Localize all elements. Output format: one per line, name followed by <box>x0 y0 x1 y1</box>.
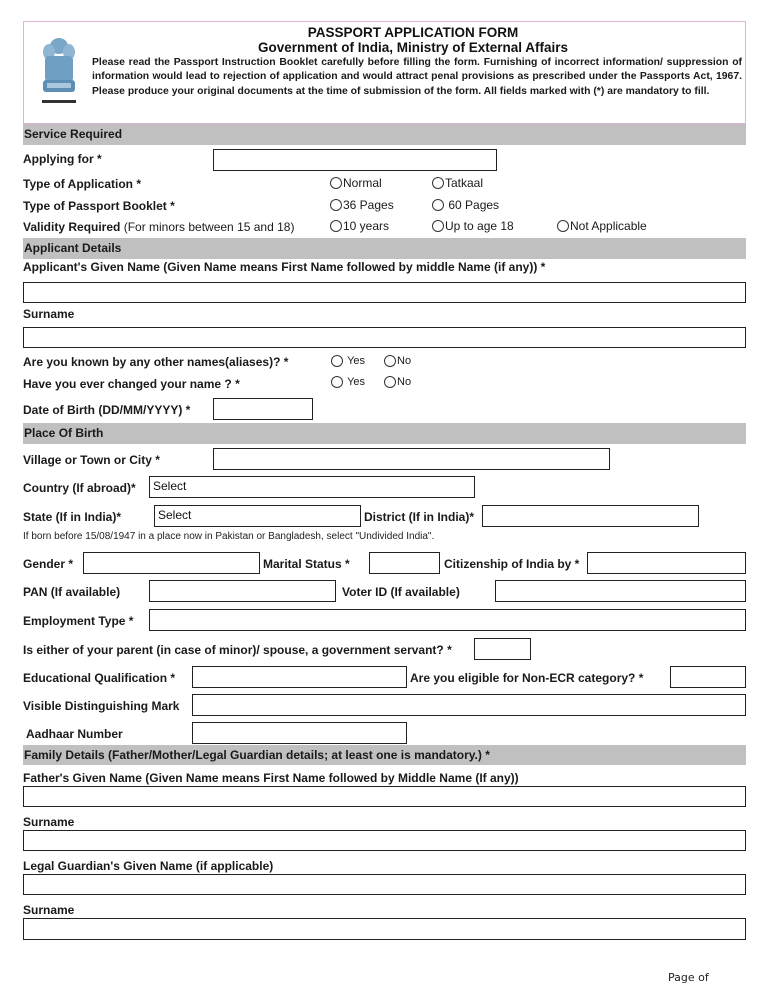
district-label: District (If in India)* <box>364 510 475 524</box>
radio-circle-icon <box>331 355 343 367</box>
father-surname-label: Surname <box>23 815 75 829</box>
radio-tatkaal[interactable]: Tatkaal <box>432 176 483 190</box>
voter-id-input[interactable] <box>495 580 746 602</box>
instructions-text: Please read the Passport Instruction Booklet carefully before filling the form. Furnishing of incorrect information/ suppression of information would lead to rejection of application and would attract penal provisions as prescribed under the Passports Act, 1967. Please produce your original documents at the time of submission of the form. All fields marked with (*) are mandatory to fill. <box>92 57 742 97</box>
distinguishing-mark-label: Visible Distinguishing Mark <box>23 699 180 713</box>
education-input[interactable] <box>192 666 407 688</box>
dob-input[interactable] <box>213 398 313 420</box>
father-surname-input[interactable] <box>23 830 746 851</box>
applying-for-label: Applying for * <box>23 152 102 166</box>
radio-circle-icon <box>331 376 343 388</box>
national-emblem-icon <box>36 32 82 110</box>
pan-label: PAN (If available) <box>23 585 121 599</box>
surname-label: Surname <box>23 307 75 321</box>
employment-type-label: Employment Type * <box>23 614 134 628</box>
undivided-india-note: If born before 15/08/1947 in a place now in Pakistan or Bangladesh, select "Undivided India". <box>23 531 435 542</box>
marital-status-label: Marital Status * <box>263 557 350 571</box>
voter-id-label: Voter ID (If available) <box>342 585 460 599</box>
state-label: State (If in India)* <box>23 510 122 524</box>
radio-circle-icon <box>330 220 342 232</box>
booklet-label: Type of Passport Booklet * <box>23 199 175 213</box>
city-input[interactable] <box>213 448 610 470</box>
gender-input[interactable] <box>83 552 260 574</box>
guardian-surname-input[interactable] <box>23 918 746 940</box>
applying-for-input[interactable] <box>213 149 497 171</box>
section-applicant-details: Applicant Details <box>23 238 746 259</box>
father-given-name-label: Father's Given Name (Given Name means First Name followed by Middle Name (If any)) <box>23 771 519 785</box>
radio-circle-icon <box>432 199 444 211</box>
dob-label: Date of Birth (DD/MM/YYYY) * <box>23 403 191 417</box>
aliases-label: Are you known by any other names(aliases)? * <box>23 355 289 369</box>
radio-circle-icon <box>384 376 396 388</box>
validity-label: Validity Required (For minors between 15 and 18) <box>23 220 295 234</box>
radio-circle-icon <box>384 355 396 367</box>
education-label: Educational Qualification * <box>23 671 176 685</box>
type-of-application-label: Type of Application * <box>23 177 142 191</box>
district-input[interactable] <box>482 505 699 527</box>
radio-changed-name-yes[interactable]: Yes <box>331 376 365 388</box>
gov-servant-input[interactable] <box>474 638 531 660</box>
radio-circle-icon <box>330 177 342 189</box>
radio-circle-icon <box>330 199 342 211</box>
state-select[interactable]: Select <box>154 505 361 527</box>
radio-aliases-yes[interactable]: Yes <box>331 355 365 367</box>
citizenship-input[interactable] <box>587 552 746 574</box>
form-subtitle: Government of India, Ministry of External Affairs <box>257 40 569 55</box>
pan-input[interactable] <box>149 580 336 602</box>
aadhaar-input[interactable] <box>192 722 407 744</box>
page-number: Page of <box>668 971 709 984</box>
radio-circle-icon <box>432 177 444 189</box>
radio-not-applicable[interactable]: Not Applicable <box>557 219 647 233</box>
gov-servant-label: Is either of your parent (in case of minor)/ spouse, a government servant? * <box>23 643 452 657</box>
guardian-given-name-label: Legal Guardian's Given Name (if applicable) <box>23 859 274 873</box>
non-ecr-label: Are you eligible for Non-ECR category? * <box>410 671 644 685</box>
father-given-name-input[interactable] <box>23 786 746 807</box>
radio-10-years[interactable]: 10 years <box>330 219 389 233</box>
aadhaar-label: Aadhaar Number <box>26 727 123 741</box>
changed-name-label: Have you ever changed your name ? * <box>23 377 240 391</box>
distinguishing-mark-input[interactable] <box>192 694 746 716</box>
radio-60-pages[interactable]: 60 Pages <box>432 198 499 212</box>
section-service-required: Service Required <box>23 124 746 145</box>
section-family-details: Family Details (Father/Mother/Legal Guardian details; at least one is mandatory.) * <box>23 745 746 765</box>
radio-normal[interactable]: Normal <box>330 176 382 190</box>
given-name-label: Applicant's Given Name (Given Name means First Name followed by middle Name (if any)) * <box>23 260 546 274</box>
marital-status-input[interactable] <box>369 552 440 574</box>
employment-type-input[interactable] <box>149 609 746 631</box>
form-title: PASSPORT APPLICATION FORM <box>307 25 519 40</box>
guardian-surname-label: Surname <box>23 903 75 917</box>
guardian-given-name-input[interactable] <box>23 874 746 895</box>
given-name-input[interactable] <box>23 282 746 303</box>
gender-label: Gender * <box>23 557 74 571</box>
section-place-of-birth: Place Of Birth <box>23 423 746 444</box>
city-label: Village or Town or City * <box>23 453 160 467</box>
radio-up-to-age-18[interactable]: Up to age 18 <box>432 219 514 233</box>
surname-input[interactable] <box>23 327 746 348</box>
radio-changed-name-no[interactable]: No <box>384 376 411 388</box>
radio-aliases-no[interactable]: No <box>384 355 411 367</box>
country-label: Country (If abroad)* <box>23 481 136 495</box>
non-ecr-input[interactable] <box>670 666 746 688</box>
citizenship-label: Citizenship of India by * <box>444 557 580 571</box>
country-select[interactable]: Select <box>149 476 475 498</box>
radio-circle-icon <box>432 220 444 232</box>
radio-36-pages[interactable]: 36 Pages <box>330 198 394 212</box>
radio-circle-icon <box>557 220 569 232</box>
